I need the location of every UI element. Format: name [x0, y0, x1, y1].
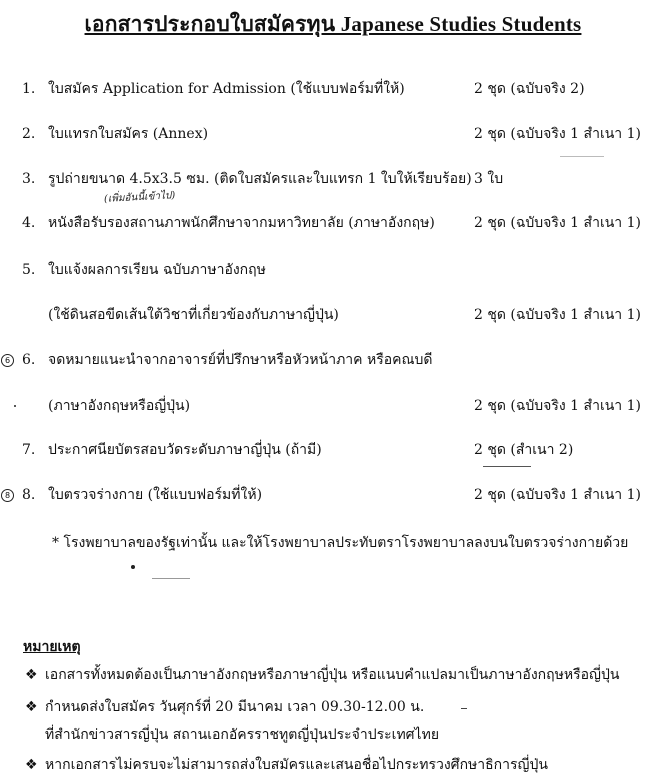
scan-mark	[560, 156, 604, 157]
bullet-text: หากเอกสารไม่ครบจะไม่สามารถส่งใบสมัครและเสนอชื่อไปกระทรวงศึกษาธิการญี่ปุ่น	[45, 757, 548, 773]
item-description: ใบสมัคร Application for Admission (ใช้แบบฟอร์มที่ให้)	[48, 81, 405, 97]
item-number: 3.	[22, 171, 36, 187]
scan-mark	[152, 578, 190, 579]
item-description: ใบแทรกใบสมัคร (Annex)	[48, 126, 209, 142]
item-description: ประกาศนียบัตรสอบวัดระดับภาษาญี่ปุ่น (ถ้ามี)	[48, 442, 322, 458]
remarks-bullet	[25, 666, 619, 684]
diamond-bullet-icon: ❖	[25, 699, 38, 715]
handwritten-underline	[483, 466, 531, 467]
item-quantity: 2 ชุด (ฉบับจริง 1 สำเนา 1)	[474, 215, 641, 231]
handwritten-note: (เพิ่มอันนี้เข้าไป)	[103, 190, 176, 205]
bullet-text: กำหนดส่งใบสมัคร วันศุกร์ที่ 20 มีนาคม เวลา 09.30-12.00 น.	[45, 699, 425, 715]
item-quantity: 2 ชุด (ฉบับจริง 1 สำเนา 1)	[474, 487, 641, 503]
document-title: เอกสารประกอบใบสมัครทุน Japanese Studies Students	[84, 12, 582, 36]
bullet-text: เอกสารทั้งหมดต้องเป็นภาษาอังกฤษหรือภาษาญี่ปุ่น หรือแนบคำแปลมาเป็นภาษาอังกฤษหรือญี่ปุ่น	[45, 667, 620, 683]
item-number: 1.	[22, 81, 36, 97]
item-number: 8.	[22, 487, 36, 503]
item-description: (ใช้ดินสอขีดเส้นใต้วิชาที่เกี่ยวข้องกับภาษาญี่ปุ่น)	[48, 307, 339, 323]
item-quantity: 2 ชุด (ฉบับจริง 2)	[474, 81, 585, 97]
remarks-bullet	[25, 698, 424, 716]
item-number: 5.	[22, 262, 36, 278]
item-description: ใบแจ้งผลการเรียน ฉบับภาษาอังกฤษ	[48, 262, 266, 278]
item-description: หนังสือรับรองสถานภาพนักศึกษาจากมหาวิทยาลัย (ภาษาอังกฤษ)	[48, 215, 435, 231]
circled-margin-mark: 6	[1, 354, 14, 367]
item-quantity: 2 ชุด (ฉบับจริง 1 สำเนา 1)	[474, 307, 641, 323]
item-quantity: 2 ชุด (ฉบับจริง 1 สำเนา 1)	[474, 398, 641, 414]
scan-dot	[131, 565, 135, 569]
item-number: 4.	[22, 215, 36, 231]
bullet-continuation: ที่สำนักข่าวสารญี่ปุ่น สถานเอกอัครราชทูตญี่ปุ่นประจำประเทศไทย	[45, 727, 440, 743]
item-number: 6.	[22, 352, 36, 368]
item-quantity: 2 ชุด (ฉบับจริง 1 สำเนา 1)	[474, 126, 641, 142]
item-description: (ภาษาอังกฤษหรือญี่ปุ่น)	[48, 398, 191, 414]
hospital-note: * โรงพยาบาลของรัฐเท่านั้น และให้โรงพยาบาลประทับตราโรงพยาบาลลงบนใบตรวจร่างกายด้วย	[52, 535, 629, 551]
item-description: จดหมายแนะนำจากอาจารย์ที่ปรึกษาหรือหัวหน้าภาค หรือคณบดี	[48, 352, 433, 368]
diamond-bullet-icon: ❖	[25, 667, 38, 683]
item-quantity: 2 ชุด (สำเนา 2)	[474, 442, 574, 458]
remarks-heading: หมายเหตุ	[23, 639, 81, 655]
scan-mark	[461, 708, 467, 709]
scan-dot	[14, 405, 16, 407]
diamond-bullet-icon: ❖	[25, 757, 38, 773]
remarks-bullet	[25, 756, 548, 774]
item-quantity: 3 ใบ	[474, 171, 504, 187]
item-number: 2.	[22, 126, 36, 142]
item-description: ใบตรวจร่างกาย (ใช้แบบฟอร์มที่ให้)	[48, 487, 263, 503]
item-number: 7.	[22, 442, 36, 458]
item-description: รูปถ่ายขนาด 4.5x3.5 ซม. (ติดใบสมัครและใบแทรก 1 ใบให้เรียบร้อย)	[48, 171, 472, 187]
circled-margin-mark: 8	[1, 489, 14, 502]
